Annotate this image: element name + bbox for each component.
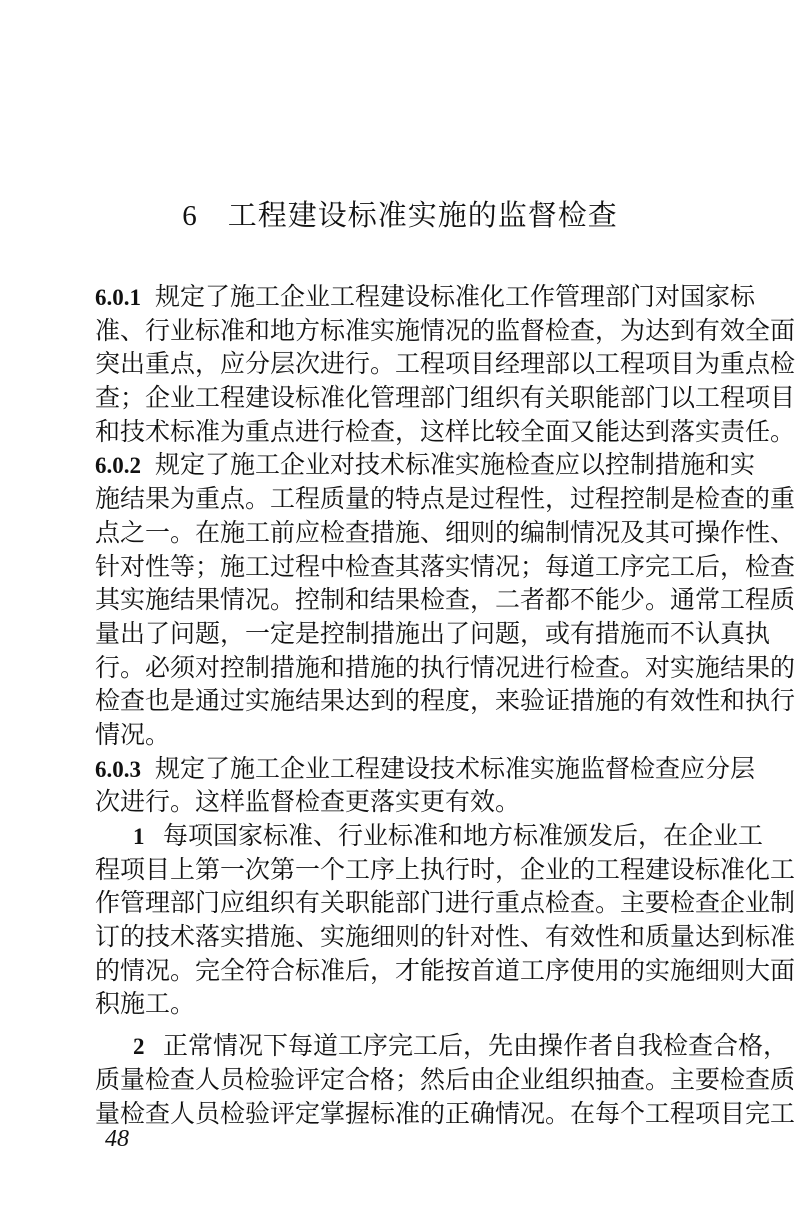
- text-line: [95, 583, 796, 617]
- text-line: [95, 1063, 796, 1097]
- text-line: [95, 819, 764, 853]
- text-line: [95, 347, 796, 381]
- document-body: [95, 280, 796, 1130]
- item-number: 1: [133, 824, 145, 849]
- text-line: [95, 617, 771, 651]
- line-text: 情况。: [95, 719, 171, 749]
- text-line: [95, 415, 796, 449]
- line-text: 作管理部门应组织有关职能部门进行重点检查。主要检查企业制: [95, 888, 796, 918]
- page-number: 48: [105, 1126, 129, 1152]
- text-line: [95, 920, 796, 954]
- text-line: [95, 482, 796, 516]
- chapter-number: 6: [182, 200, 198, 232]
- clause-paragraph: [95, 448, 796, 751]
- line-text: 点之一。在施工前应检查措施、细则的编制情况及其可操作性、: [95, 517, 796, 547]
- line-text: 其实施结果情况。控制和结果检查，二者都不能少。通常工程质: [95, 585, 796, 615]
- list-item-paragraph: [95, 1029, 796, 1130]
- line-text: 检查也是通过实施结果达到的程度，来验证措施的有效性和执行: [95, 686, 796, 716]
- text-line: [95, 718, 735, 752]
- text-line: [95, 785, 735, 819]
- line-text: 规定了施工企业工程建设标准化工作管理部门对国家标: [154, 282, 755, 311]
- line-text: 正常情况下每道工序完工后，先由操作者自我检查合格，: [163, 1031, 789, 1061]
- line-text: 每项国家标准、行业标准和地方标准颁发后，在企业工: [163, 821, 764, 850]
- text-line: [95, 853, 796, 887]
- text-line: [95, 954, 796, 988]
- chapter-title: [0, 193, 800, 234]
- text-line: [95, 280, 755, 314]
- line-text: 和技术标准为重点进行检查，这样比较全面又能达到落实责任。: [95, 416, 796, 446]
- line-text: 量出了问题，一定是控制措施出了问题，或有措施而不认真执: [95, 618, 771, 648]
- clause-number: 6.0.2: [95, 453, 141, 479]
- clause-number: 6.0.3: [95, 756, 141, 782]
- line-text: 程项目上第一次第一个工序上执行时，企业的工程建设标准化工: [95, 854, 796, 884]
- item-number: 2: [133, 1034, 145, 1060]
- text-line: [95, 550, 796, 584]
- clause-paragraph: [95, 280, 796, 448]
- clause-number: 6.0.1: [95, 285, 141, 310]
- line-text: 施结果为重点。工程质量的特点是过程性，过程控制是检查的重: [95, 484, 796, 514]
- line-text: 的情况。完全符合标准后，才能按首道工序使用的实施细则大面: [95, 955, 796, 985]
- line-text: 查；企业工程建设标准化管理部门组织有关职能部门以工程项目: [95, 383, 796, 413]
- text-line: [95, 752, 755, 786]
- line-text: 行。必须对控制措施和措施的执行情况进行检查。对实施结果的: [95, 652, 796, 682]
- text-line: [95, 1097, 796, 1131]
- line-text: 准、行业标准和地方标准实施情况的监督检查，为达到有效全面: [95, 315, 796, 345]
- text-line: [95, 1029, 789, 1063]
- text-line: [95, 886, 796, 920]
- chapter-title-text: 工程建设标准实施的监督检查: [227, 198, 618, 232]
- line-text: 规定了施工企业对技术标准实施检查应以控制措施和实: [154, 450, 755, 480]
- line-text: 量检查人员检验评定掌握标准的正确情况。在每个工程项目完工: [95, 1098, 796, 1128]
- text-line: [95, 684, 796, 718]
- line-text: 规定了施工企业工程建设技术标准实施监督检查应分层: [154, 753, 755, 783]
- text-line: [95, 987, 735, 1021]
- text-line: [95, 381, 796, 415]
- line-text: 质量检查人员检验评定合格；然后由企业组织抽查。主要检查质: [95, 1064, 796, 1094]
- line-text: 积施工。: [95, 989, 196, 1019]
- line-text: 订的技术落实措施、实施细则的针对性、有效性和质量达到标准: [95, 922, 796, 952]
- clause-paragraph: [95, 752, 755, 819]
- line-text: 针对性等；施工过程中检查其落实情况；每道工序完工后，检查: [95, 551, 796, 581]
- list-item-paragraph: [95, 819, 796, 1021]
- line-text: 突出重点，应分层次进行。工程项目经理部以工程项目为重点检: [95, 349, 796, 379]
- text-line: [95, 516, 796, 550]
- text-line: [95, 448, 755, 482]
- line-text: 次进行。这样监督检查更落实更有效。: [95, 787, 521, 817]
- text-line: [95, 651, 796, 685]
- text-line: [95, 314, 796, 348]
